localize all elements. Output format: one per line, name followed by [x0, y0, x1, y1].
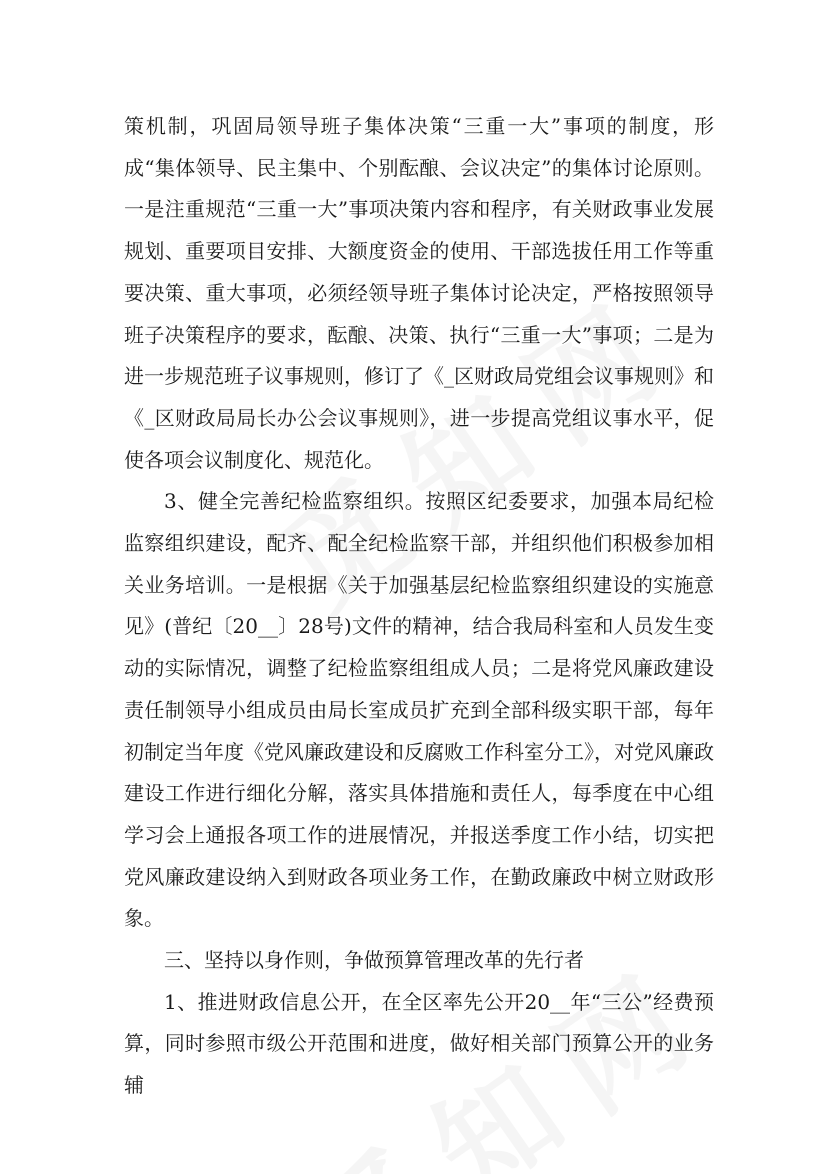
paragraph-fiscal-disclosure: 1、推进财政信息公开，在全区率先公开20__年“三公”经费预算，同时参照市级公开范围和进度，做好相关部门预算公开的业务辅 [124, 989, 714, 1098]
document-body [124, 106, 714, 1107]
paragraph-continued: 策机制，巩固局领导班子集体决策“三重一大”事项的制度，形成“集体领导、民主集中、个别酝酿、会议决定”的集体讨论原则。一是注重规范“三重一大”事项决策内容和程序，有关财政事业发展规划、重要项目安排、大额度资金的使用、干部选拔任用工作等重要决策、重大事项，必须经领导班子集体讨论决定，严格按照领导班子决策程序的要求，酝酿、决策、执行“三重一大”事项；二是为进一步规范班子议事规则，修订了《_区财政局党组会议事规则》和《_区财政局局长办公会议事规则》，进一步提高党组议事水平，促使各项会议制度化、规范化。 [124, 114, 714, 472]
paragraph-discipline-inspection: 3、健全完善纪检监察组织。按照区纪委要求，加强本局纪检监察组织建设，配齐、配全纪检监察干部，并组织他们积极参加相关业务培训。一是根据《关于加强基层纪检监察组织建设的实施意见》(普纪〔20__〕28号)文件的精神，结合我局科室和人员发生变动的实际情况，调整了纪检监察组组成人员；二是将党风廉政建设责任制领导小组成员由局长室成员扩充到全部科级实职干部，每年初制定当年度《党风廉政建设和反腐败工作科室分工》，对党风廉政建设工作进行细化分解，落实具体措施和责任人，每季度在中心组学习会上通报各项工作的进展情况，并报送季度工作小结，切实把党风廉政建设纳入到财政各项业务工作，在勤政廉政中树立财政形象。 [124, 489, 714, 931]
section-heading: 三、坚持以身作则，争做预算管理改革的先行者 [164, 948, 584, 973]
